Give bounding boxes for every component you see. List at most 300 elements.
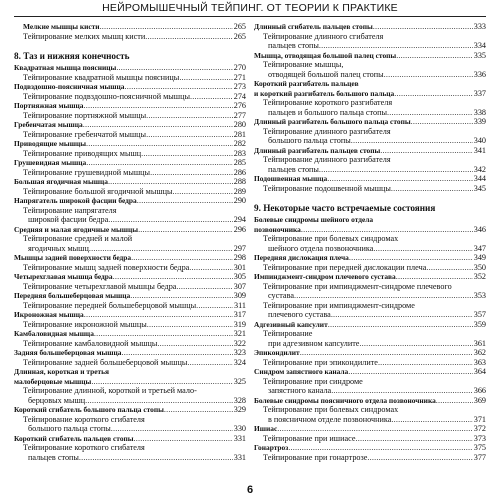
toc-entry-heading[interactable] <box>14 82 246 92</box>
toc-entry[interactable] <box>14 244 246 254</box>
toc-entry[interactable] <box>254 453 486 463</box>
toc-page-number: 285 <box>233 158 246 167</box>
dot-leader <box>179 73 232 83</box>
toc-entry[interactable] <box>254 234 486 244</box>
toc-entry[interactable] <box>14 73 246 83</box>
toc-entry[interactable] <box>14 111 246 121</box>
toc-entry-title: Длинная, короткая и третья <box>14 367 110 376</box>
toc-entry-title: Тейпирование длинной, короткой и третьей мало- <box>23 386 197 395</box>
toc-entry-heading[interactable] <box>14 405 246 415</box>
toc-page-number: 345 <box>473 183 486 193</box>
dot-leader <box>391 184 473 194</box>
toc-entry-heading[interactable] <box>14 101 246 111</box>
toc-entry-title: Подошвенная мышца <box>254 174 328 183</box>
dot-leader <box>146 111 233 121</box>
toc-page-number: 328 <box>233 395 246 405</box>
toc-entry-title: большого пальца стопы <box>28 424 111 433</box>
dot-leader <box>173 187 233 197</box>
toc-entry-heading[interactable] <box>254 253 486 263</box>
dot-leader <box>300 348 473 358</box>
toc-entry-title: Тейпирование мышцы, <box>263 60 344 69</box>
toc-entry-heading[interactable] <box>14 367 246 377</box>
toc-entry-title: отводящей большой палец стопы <box>268 69 384 79</box>
toc-entry-title: пальцев стопы <box>268 41 319 50</box>
toc-page-number: 280 <box>233 120 246 129</box>
toc-entry-heading[interactable] <box>14 377 246 387</box>
toc-entry[interactable] <box>254 244 486 254</box>
toc-page-number: 366 <box>473 386 486 395</box>
toc-entry[interactable] <box>14 282 246 292</box>
dot-leader <box>131 253 233 263</box>
toc-page-number: 305 <box>233 272 246 281</box>
toc-entry-title: Ишиас <box>254 424 278 433</box>
toc-left-column <box>14 22 246 462</box>
dot-leader <box>349 253 473 263</box>
toc-page-number: 298 <box>233 253 246 262</box>
toc-entry-heading[interactable] <box>14 177 246 187</box>
dot-leader <box>138 225 233 235</box>
toc-entry[interactable] <box>14 32 246 42</box>
dot-leader <box>331 386 473 396</box>
toc-entry[interactable] <box>14 92 246 102</box>
toc-page-number: 274 <box>233 91 246 101</box>
toc-entry-heading[interactable] <box>254 51 486 61</box>
toc-entry[interactable] <box>254 415 486 425</box>
toc-entry-title: Тейпирование при импинджмент-синдроме плечевого <box>263 281 452 291</box>
toc-entry-title: Тейпирование задней большеберцовой мышцы <box>23 357 188 367</box>
toc-page-number: 335 <box>473 50 486 60</box>
dot-leader <box>328 320 473 330</box>
dot-leader <box>378 358 473 368</box>
toc-entry[interactable] <box>14 396 246 406</box>
toc-entry-heading[interactable] <box>254 272 486 282</box>
toc-entry[interactable] <box>254 310 486 320</box>
toc-page-number: 336 <box>473 69 486 79</box>
toc-entry-title: Тейпирование длинного сгибателя <box>263 31 384 41</box>
toc-page-number: 349 <box>473 253 486 262</box>
toc-page-number: 294 <box>233 215 246 224</box>
toc-entry[interactable] <box>14 358 246 368</box>
dot-leader <box>196 301 233 311</box>
toc-entry[interactable] <box>254 301 486 311</box>
toc-entry-heading[interactable] <box>14 272 246 282</box>
toc-entry-heading[interactable] <box>254 22 486 32</box>
dot-leader <box>384 70 473 80</box>
toc-entry[interactable] <box>254 291 486 301</box>
toc-page-number: 363 <box>473 357 486 367</box>
running-header: НЕЙРОМЫШЕЧНЫЙ ТЕЙПИНГ. ОТ ТЕОРИИ К ПРАКТИКЕ <box>102 2 398 14</box>
toc-page-number: 347 <box>473 243 486 253</box>
dot-leader <box>84 101 233 111</box>
toc-entry-title: Тейпирование короткого сгибателя <box>23 414 145 424</box>
toc-entry[interactable] <box>14 149 246 159</box>
toc-page-number: 317 <box>233 310 246 319</box>
toc-entry-title: Болевые синдромы шейного отдела <box>254 215 374 224</box>
toc-entry-heading[interactable] <box>14 196 246 206</box>
toc-page-number: 341 <box>473 145 486 155</box>
dot-leader <box>146 130 233 140</box>
toc-entry[interactable] <box>14 215 246 225</box>
toc-page-number: 297 <box>233 243 246 253</box>
toc-entry[interactable] <box>14 301 246 311</box>
toc-entry-title: Тейпирование <box>263 329 313 338</box>
toc-entry-title: Тейпирование короткого сгибателя <box>23 443 145 452</box>
toc-entry[interactable] <box>14 339 246 349</box>
toc-entry-title: Тейпирование четырехглавой мышцы бедра <box>23 281 177 291</box>
toc-entry[interactable] <box>14 415 246 425</box>
toc-entry-title: запястного канала <box>268 386 332 395</box>
dot-leader <box>355 434 472 444</box>
toc-entry-title: ягодичных мышц <box>28 243 89 253</box>
toc-page-number: 307 <box>233 281 246 291</box>
toc-entry-title: пальцев стопы <box>28 452 79 462</box>
toc-entry[interactable] <box>254 70 486 80</box>
section-gap <box>14 41 246 46</box>
toc-entry-heading[interactable] <box>254 215 486 225</box>
dot-leader <box>91 377 232 387</box>
page-number: 6 <box>246 484 254 496</box>
toc-page-number: 276 <box>233 101 246 110</box>
toc-page-number: 319 <box>233 319 246 329</box>
dot-leader <box>288 443 473 453</box>
toc-entry[interactable] <box>254 434 486 444</box>
dot-leader <box>319 165 473 175</box>
toc-entry-heading[interactable] <box>14 158 246 168</box>
toc-page-number: 375 <box>473 443 486 452</box>
dot-leader <box>157 339 232 349</box>
toc-entry-title: шейного отдела позвоночника <box>268 243 374 253</box>
toc-entry[interactable] <box>14 263 246 273</box>
toc-page-number: 344 <box>473 174 486 183</box>
toc-entry-title: Тейпирование короткого разгибателя <box>263 98 393 107</box>
toc-entry-title: Грушевидная мышца <box>14 158 87 167</box>
dot-leader <box>130 291 232 301</box>
toc-entry-heading[interactable] <box>254 146 486 156</box>
toc-page-number: 265 <box>233 31 246 41</box>
toc-entry[interactable] <box>254 282 486 292</box>
toc-entry-heading[interactable] <box>254 225 486 235</box>
toc-entry-heading[interactable] <box>14 225 246 235</box>
toc-entry[interactable] <box>254 263 486 273</box>
toc-entry-title: Мышцы задней поверхности бедра <box>14 253 132 262</box>
toc-entry-heading[interactable] <box>14 434 246 444</box>
toc-page-number: 371 <box>473 414 486 424</box>
toc-page-number: 270 <box>233 63 246 72</box>
dot-leader <box>189 263 232 273</box>
toc-entry-title: Болевые синдромы поясничного отдела позвоночника <box>254 395 436 405</box>
toc-entry[interactable] <box>254 165 486 175</box>
dot-leader <box>426 263 472 273</box>
toc-page-number: 342 <box>473 164 486 174</box>
toc-entry-title: и короткий разгибатель большого пальца <box>254 88 395 98</box>
toc-entry-heading[interactable] <box>254 320 486 330</box>
dot-leader <box>86 158 232 168</box>
dot-leader <box>394 89 472 99</box>
toc-page-number: 337 <box>473 88 486 98</box>
toc-entry-title: Гонартроз <box>254 443 289 452</box>
toc-entry-title: Приводящие мышцы <box>14 139 86 148</box>
section-gap <box>254 193 486 198</box>
dot-leader <box>436 396 473 406</box>
toc-entry-title: Икроножная мышца <box>14 310 84 319</box>
toc-entry-title: Адгезивный капсулит <box>254 319 328 329</box>
toc-entry[interactable] <box>254 329 486 339</box>
toc-entry[interactable] <box>254 136 486 146</box>
toc-page-number: 282 <box>233 139 246 148</box>
dot-leader <box>380 146 472 156</box>
toc-page-number: 339 <box>473 117 486 126</box>
toc-page-number: 322 <box>233 338 246 348</box>
toc-entry[interactable] <box>254 108 486 118</box>
toc-page-number: 325 <box>233 376 246 386</box>
toc-entry-title: Тейпирование при эпикондилите <box>263 357 378 367</box>
toc-entry-title: Тейпирование грушевидной мышцы <box>23 167 151 177</box>
toc-page-number: 277 <box>233 110 246 120</box>
toc-entry-title: Тейпирование при гонартрозе <box>263 452 368 462</box>
dot-leader <box>331 310 473 320</box>
toc-entry[interactable] <box>14 386 246 396</box>
toc-entry-title: Мелкие мышцы кисти <box>23 22 100 31</box>
toc-entry-title: Напрягатель широкой фасции бедра <box>14 196 137 205</box>
toc-page-number: 362 <box>473 348 486 357</box>
toc-entry-title: Длинный сгибатель пальцев стопы <box>254 22 373 31</box>
dot-leader <box>319 41 473 51</box>
toc-page-number: 283 <box>233 148 246 158</box>
toc-entry-title: сустава <box>268 291 294 300</box>
dot-leader <box>100 22 233 32</box>
toc-entry-title: большого пальца стопы <box>268 136 351 145</box>
dot-leader <box>164 405 233 415</box>
dot-leader <box>396 272 473 282</box>
toc-entry-title: Портняжная мышца <box>14 101 84 110</box>
toc-page-number: 281 <box>233 129 246 139</box>
dot-leader <box>134 434 233 444</box>
toc-page-number: 321 <box>233 329 246 338</box>
dot-leader <box>351 136 473 146</box>
dot-leader <box>141 149 233 159</box>
toc-entry-heading[interactable] <box>254 89 486 99</box>
dot-leader <box>108 215 233 225</box>
toc-page-number: 352 <box>473 272 486 281</box>
toc-entry-title: при адгезивном капсулите <box>268 338 360 348</box>
toc-entry[interactable] <box>254 339 486 349</box>
toc-entry-title: Тейпирование приводящих мышц <box>23 148 142 158</box>
dot-leader <box>111 424 233 434</box>
dot-leader <box>359 339 472 349</box>
toc-page-number: 288 <box>233 177 246 186</box>
toc-page-number: 331 <box>233 433 246 443</box>
toc-entry-title: Тейпирование камбаловидной мышцы <box>23 338 158 348</box>
toc-entry-heading[interactable] <box>254 117 486 127</box>
toc-page-number: 334 <box>473 41 486 50</box>
toc-entry[interactable] <box>14 168 246 178</box>
toc-entry-title: Импинджмент-синдром плечевого сустава <box>254 272 396 281</box>
toc-page-number: 361 <box>473 338 486 348</box>
toc-entry[interactable] <box>254 32 486 42</box>
toc-entry-heading[interactable] <box>254 396 486 406</box>
toc-entry[interactable] <box>254 405 486 415</box>
toc-entry-title: Передняя большеберцовая мышца <box>14 291 131 300</box>
toc-page-number: 265 <box>233 22 246 31</box>
dot-leader <box>150 168 233 178</box>
toc-entry[interactable] <box>14 187 246 197</box>
toc-entry-heading[interactable] <box>14 120 246 130</box>
toc-entry-title: Длинный разгибатель пальцев стопы <box>254 145 381 155</box>
dot-leader <box>190 92 233 102</box>
toc-entry-title: Тейпирование икроножной мышцы <box>23 319 147 329</box>
toc-entry-title: Тейпирование подошвенной мышцы <box>263 183 391 193</box>
toc-entry-title: Подвздошно-поясничная мышца <box>14 82 125 91</box>
toc-entry-title: Тейпирование при ишиасе <box>263 433 356 443</box>
toc-page-number: 353 <box>473 291 486 300</box>
toc-entry-title: Задняя большеберцовая мышца <box>14 348 122 357</box>
toc-entry[interactable] <box>14 320 246 330</box>
dot-leader <box>116 63 232 73</box>
toc-entry-title: Тейпирование длинного разгибателя <box>263 126 391 136</box>
toc-entry[interactable] <box>254 155 486 165</box>
toc-entry-title: Тейпирование при болевых синдромах <box>263 405 399 414</box>
toc-entry-heading[interactable] <box>14 329 246 339</box>
toc-page-number: 364 <box>473 367 486 376</box>
dot-leader <box>373 244 472 254</box>
dot-leader <box>277 424 472 434</box>
toc-entry-title: Короткий разгибатель пальцев <box>254 79 359 88</box>
toc-entry-title: Гребенчатая мышца <box>14 120 83 129</box>
toc-entry-heading[interactable] <box>14 139 246 149</box>
dot-leader <box>83 120 233 130</box>
toc-entry-title: позвоночника <box>254 224 301 234</box>
section-heading: 8. Таз и нижняя конечность <box>14 51 130 61</box>
toc-entry-title: широкой фасции бедра <box>28 215 109 224</box>
toc-entry-title: Тейпирование передней большеберцовой мышцы <box>23 300 197 310</box>
section-heading: 9. Некоторые часто встречаемые состояния <box>254 203 436 213</box>
toc-entry-title: Тейпирование портняжной мышцы <box>23 110 147 120</box>
toc-entry[interactable] <box>254 41 486 51</box>
dot-leader <box>122 348 233 358</box>
toc-page-number: 271 <box>233 72 246 82</box>
toc-entry-heading[interactable] <box>14 22 246 32</box>
toc-page-number: 330 <box>233 424 246 433</box>
toc-entry[interactable] <box>254 98 486 108</box>
toc-entry-title: в поясничном отделе позвоночника <box>268 414 392 424</box>
toc-entry[interactable] <box>254 377 486 387</box>
toc-entry-title: Синдром запястного канала <box>254 367 349 376</box>
toc-entry-title: Тейпирование подвздошно-поясничной мышцы <box>23 91 190 101</box>
toc-entry[interactable] <box>254 127 486 137</box>
toc-entry-title: Тейпирование большой ягодичной мышцы <box>23 186 173 196</box>
toc-page-number: 324 <box>233 357 246 367</box>
toc-page-number: 329 <box>233 405 246 414</box>
dot-leader <box>94 329 233 339</box>
toc-entry-title: Длинный разгибатель большого пальца стопы <box>254 117 411 126</box>
dot-leader <box>108 177 233 187</box>
toc-page-number: 309 <box>233 291 246 300</box>
toc-page-number: 273 <box>233 82 246 91</box>
dot-leader <box>294 291 473 301</box>
toc-entry-title: Тейпирование напрягателя <box>23 205 117 215</box>
dot-leader <box>411 117 473 127</box>
dot-leader <box>348 367 472 377</box>
toc-entry[interactable] <box>254 60 486 70</box>
toc-entry[interactable] <box>254 184 486 194</box>
toc-entry-heading[interactable] <box>14 310 246 320</box>
dot-leader <box>137 196 233 206</box>
dot-leader <box>79 453 233 463</box>
toc-entry-title: Тейпирование гребенчатой мышцы <box>23 129 147 139</box>
toc-entry[interactable] <box>14 453 246 463</box>
toc-entry[interactable] <box>14 234 246 244</box>
toc-page-number: 301 <box>233 262 246 272</box>
toc-entry-title: Тейпирование квадратной мышцы поясницы <box>23 72 180 82</box>
dot-leader <box>391 415 472 425</box>
toc-entry-title: Тейпирование мелких мышц кисти <box>23 31 146 41</box>
toc-entry[interactable] <box>14 424 246 434</box>
toc-entry[interactable] <box>14 206 246 216</box>
dot-leader <box>145 32 232 42</box>
toc-page-number: 346 <box>473 224 486 234</box>
toc-entry[interactable] <box>254 386 486 396</box>
toc-entry-heading[interactable] <box>254 174 486 184</box>
toc-entry-heading[interactable] <box>14 63 246 73</box>
toc-entry-heading[interactable] <box>14 291 246 301</box>
toc-entry-heading[interactable] <box>14 348 246 358</box>
toc-right-column <box>254 22 486 462</box>
toc-entry-title: пальцев и большого пальца стопы <box>268 107 387 117</box>
toc-entry-heading[interactable] <box>254 367 486 377</box>
toc-entry-title: пальцев стопы <box>268 164 319 174</box>
toc-entry-title: Эпикондилит <box>254 348 300 357</box>
toc-entry-heading[interactable] <box>254 443 486 453</box>
toc-page-number: 311 <box>234 300 246 310</box>
dot-leader <box>387 108 473 118</box>
toc-entry-title: Тейпирование мышц задней поверхности бедра <box>23 262 190 272</box>
toc-entry-heading[interactable] <box>254 424 486 434</box>
toc-entry-title: Тейпирование при синдроме <box>263 376 363 386</box>
dot-leader <box>396 51 473 61</box>
toc-entry-title: Тейпирование при передней дислокации плеча <box>263 262 427 272</box>
toc-entry-title: Передняя дислокация плеча <box>254 253 349 262</box>
toc-page-number: 323 <box>233 348 246 357</box>
toc-entry-heading[interactable] <box>254 79 486 89</box>
dot-leader <box>124 82 232 92</box>
dot-leader <box>327 174 472 184</box>
toc-entry-title: Четырехглавая мышца бедра <box>14 272 113 281</box>
toc-entry-title: Мышца, отводящая большой палец стопы <box>254 50 397 60</box>
toc-page-number: 333 <box>473 22 486 31</box>
dot-leader <box>176 282 232 292</box>
dot-leader <box>367 453 472 463</box>
toc-entry-heading[interactable] <box>254 348 486 358</box>
toc-entry-title: малоберцовые мышцы <box>14 376 92 386</box>
toc-entry-heading[interactable] <box>14 253 246 263</box>
toc-entry-title: Квадратная мышца поясницы <box>14 63 117 72</box>
dot-leader <box>187 358 232 368</box>
toc-page-number: 289 <box>233 186 246 196</box>
toc-entry[interactable] <box>14 443 246 453</box>
dot-leader <box>84 310 233 320</box>
toc-page-number: 338 <box>473 107 486 117</box>
toc-page-number: 377 <box>473 452 486 462</box>
toc-entry-title: Средняя и малая ягодичные мышцы <box>14 224 139 234</box>
toc-entry[interactable] <box>14 130 246 140</box>
toc-page-number: 340 <box>473 136 486 145</box>
toc-entry-title: Тейпирование при болевых синдромах <box>263 234 399 243</box>
dot-leader <box>373 22 473 32</box>
toc-entry-title: Короткий сгибатель пальцев стопы <box>14 433 134 443</box>
toc-page-number: 350 <box>473 262 486 272</box>
dot-leader <box>147 320 233 330</box>
toc-entry[interactable] <box>254 358 486 368</box>
